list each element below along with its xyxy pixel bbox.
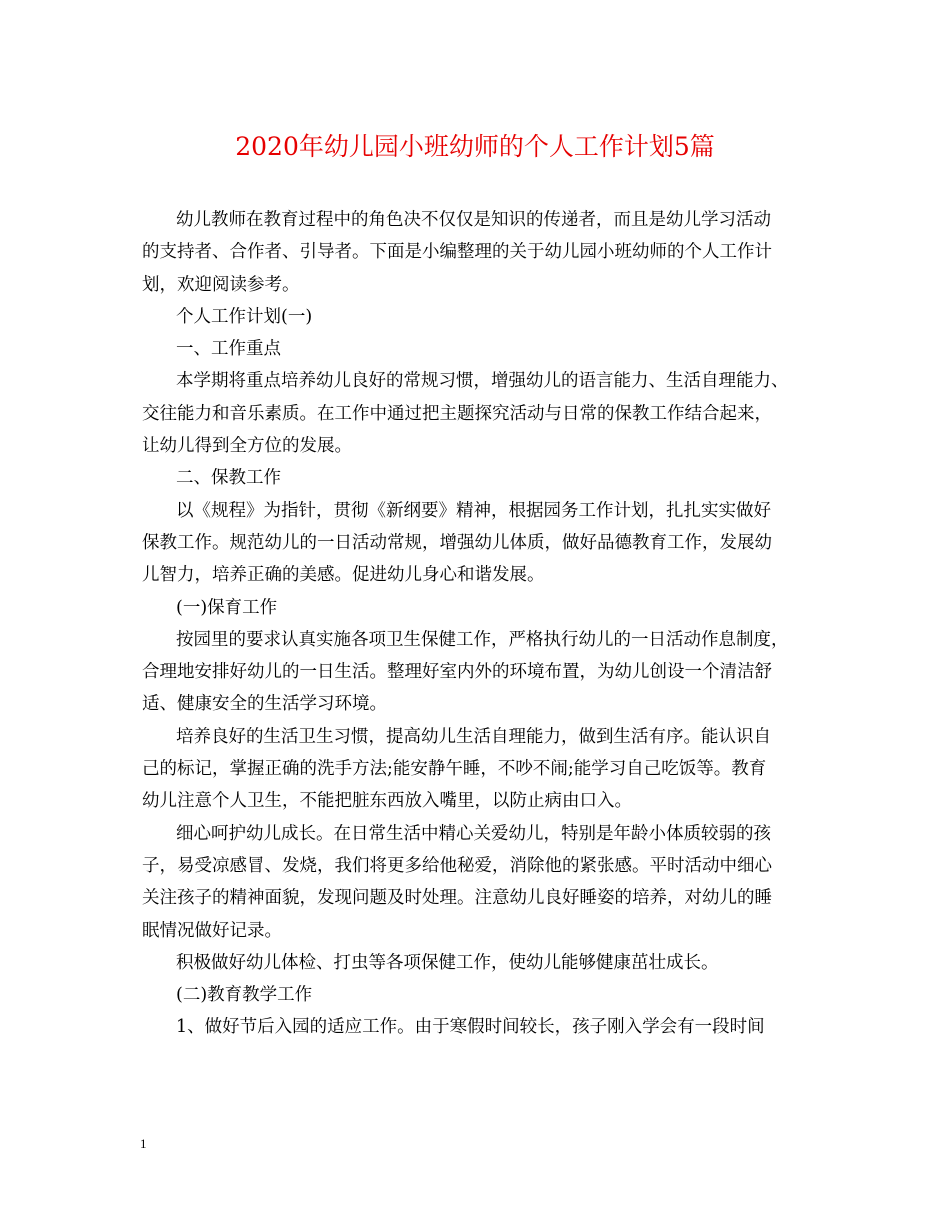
text-line: 幼儿注意个人卫生，不能把脏东西放入嘴里，以防止病由口入。 (142, 791, 632, 812)
text-line: 眠情况做好记录。 (142, 920, 282, 941)
text-line: 积极做好幼儿体检、打虫等各项保健工作，使幼儿能够健康茁壮成长。 (176, 952, 719, 973)
text-line: 细心呵护幼儿成长。在日常生活中精心关爱幼儿，特别是年龄小体质较弱的孩 (176, 823, 771, 844)
text-line: 己的标记，掌握正确的洗手方法;能安静午睡，不吵不闹;能学习自己吃饭等。教育 (142, 759, 767, 780)
text-line: 子，易受凉感冒、发烧，我们将更多给他秘爱，消除他的紧张感。平时活动中细心 (142, 855, 772, 876)
text-line: 儿智力，培养正确的美感。促进幼儿身心和谐发展。 (142, 565, 545, 586)
page-number: 1 (140, 1136, 147, 1151)
text-line: 一、工作重点 (176, 339, 281, 360)
text-line: 交往能力和音乐素质。在工作中通过把主题探究活动与日常的保教工作结合起来， (142, 403, 772, 424)
text-line: 培养良好的生活卫生习惯，提高幼儿生活自理能力，做到生活有序。能认识自 (176, 726, 771, 747)
text-line: 保教工作。规范幼儿的一日活动常规，增强幼儿体质，做好品德教育工作，发展幼 (142, 532, 772, 553)
text-line: 1、做好节后入园的适应工作。由于寒假时间较长，孩子刚入学会有一段时间 (176, 1017, 765, 1038)
text-line: (二)教育教学工作 (176, 985, 313, 1006)
text-line: 适、健康安全的生活学习环境。 (142, 694, 387, 715)
text-line: 二、保教工作 (176, 468, 281, 489)
document-title: 2020年幼儿园小班幼师的个人工作计划5篇 (235, 132, 715, 161)
text-line: 按园里的要求认真实施各项卫生保健工作，严格执行幼儿的一日活动作息制度， (176, 629, 789, 650)
text-line: 划，欢迎阅读参考。 (142, 274, 300, 295)
text-line: 合理地安排好幼儿的一日生活。整理好室内外的环境布置，为幼儿创设一个清洁舒 (142, 662, 772, 683)
text-line: 本学期将重点培养幼儿良好的常规习惯，增强幼儿的语言能力、生活自理能力、 (176, 371, 789, 392)
text-line: 幼儿教师在教育过程中的角色决不仅仅是知识的传递者，而且是幼儿学习活动 (176, 210, 771, 230)
text-line: (一)保育工作 (176, 597, 278, 618)
text-line: 关注孩子的精神面貌，发现问题及时处理。注意幼儿良好睡姿的培养，对幼儿的睡 (142, 888, 772, 909)
text-line: 以《规程》为指针，贯彻《新纲要》精神，根据园务工作计划，扎扎实实做好 (176, 500, 771, 521)
text-line: 个人工作计划(一) (176, 306, 313, 327)
document-body (142, 204, 832, 1044)
text-line: 让幼儿得到全方位的发展。 (142, 436, 352, 457)
text-line: 的支持者、合作者、引导者。下面是小编整理的关于幼儿园小班幼师的个人工作计 (142, 242, 772, 263)
